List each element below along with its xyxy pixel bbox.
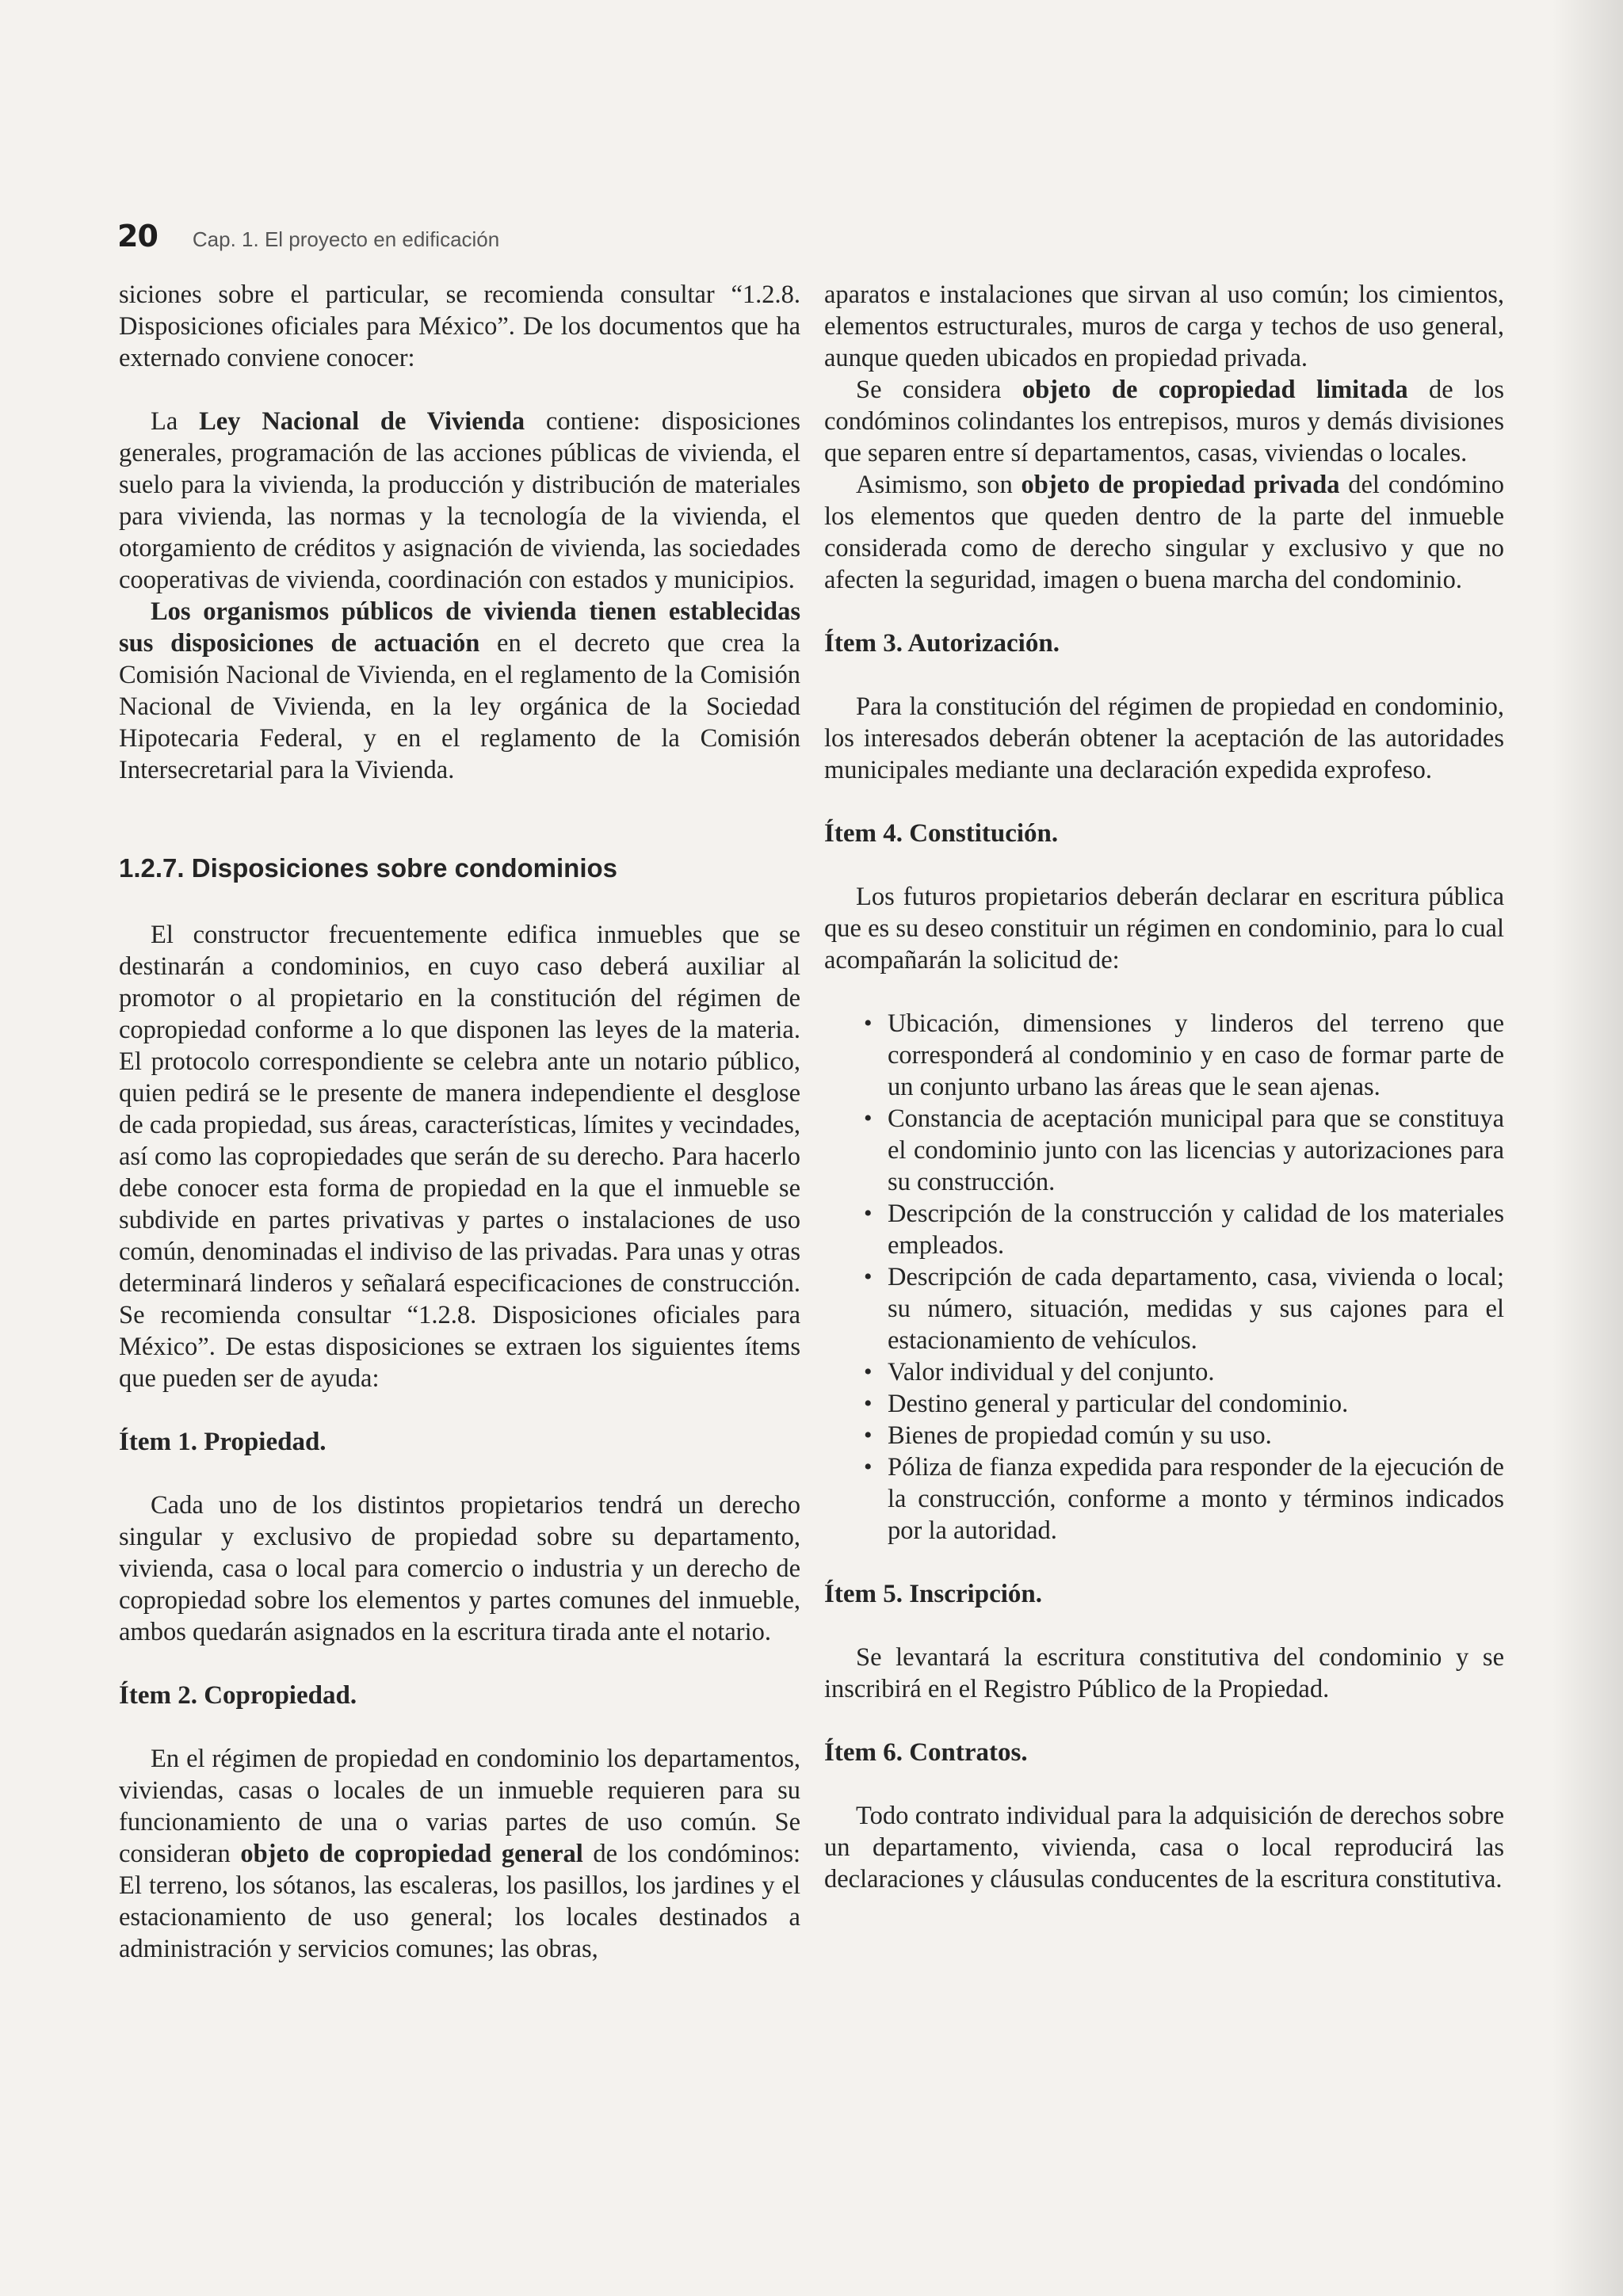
section-heading: 1.2.7. Disposiciones sobre condominios [119,853,617,883]
bullet-icon: • [864,1264,873,1290]
list-item-text: Constancia de aceptación municipal para que se constituya el condominio junto con las licencias y autorizaciones para su construcción. [888,1104,1504,1196]
item-2-heading: Ítem 2. Copropiedad. [119,1681,357,1710]
list-item [824,1008,1504,1103]
list-item-text: Destino general y particular del condominio. [888,1390,1349,1418]
item-1-text: Cada uno de los distintos propietarios tendrá un derecho singular y exclusivo de propiedad sobre su departamento, vivienda, casa o local para comercio o industria y un derecho de copropiedad sobre los elementos y partes comunes del inmueble, ambos quedarán asignados en la escritura tirada ante el notario. [119,1491,800,1646]
text-run: La [151,407,200,436]
text-run: En el régimen de propiedad en condominio los departamentos, viviendas, casas o locales de un inmueble requieren para su funcionamiento de una o varias partes de uso común. Se consideran [119,1745,800,1868]
bold-term: Los organismos públicos de vivienda tienen establecidas sus disposiciones de actuación [119,597,800,658]
bullet-icon: • [864,1454,873,1480]
list-item [824,1198,1504,1261]
bullet-icon: • [864,1390,873,1417]
list-item-text: Valor individual y del conjunto. [888,1358,1215,1386]
list-item [824,1261,1504,1356]
paragraph-condominios: El constructor frecuentemente edifica inmuebles que se destinarán a condominios, en cuyo caso deberá auxiliar al promotor o al propietario en la constitución del régimen de copropiedad conforme a lo que disponen las leyes de la materia. El protocolo correspondiente se celebra ante un notario público, quien pedirá se le presente de manera independiente el desglose de cada propiedad, sus áreas, características, límites y vecindades, así como las copropiedades que serán de su derecho. Para hacerlo debe conocer esta forma de propiedad en la que el inmueble se subdivide en partes privativas y partes o instalaciones de uso común, denominadas el indiviso de las privadas. Para unas y otras determinará linderos y señalará especificaciones de construcción. Se recomienda consultar “1.2.8. Disposiciones oficiales para México”. De estas disposiciones se extraen los siguientes ítems que pueden ser de ayuda: [119,921,800,1393]
bold-term: objeto de copropiedad limitada [1022,376,1408,404]
text-run: Se considera [856,376,1022,404]
paragraph-continuation: aparatos e instalaciones que sirvan al uso común; los cimientos, elementos estructurales, muros de carga y techos de uso general, aunque queden ubicados en propiedad privada. [824,280,1504,372]
right-column [824,279,1504,1895]
bold-term: objeto de copropiedad general [240,1840,583,1868]
item-3-text: Para la constitución del régimen de propiedad en condominio, los interesados deberán obtener la aceptación de las autoridades municipales mediante una declaración expedida exprofeso. [824,692,1504,784]
list-item [824,1388,1504,1420]
bullet-icon: • [864,1422,873,1448]
bold-term: Ley Nacional de Vivienda [199,407,525,436]
item-4-text: Los futuros propietarios deberán declarar en escritura pública que es su deseo constituir un régimen en condominio, para lo cual acompañarán la solicitud de: [824,883,1504,974]
requirements-list [824,1008,1504,1547]
bullet-icon: • [864,1010,873,1036]
chapter-title: Cap. 1. El proyecto en edificación [192,227,500,251]
page-number: 20 [117,219,158,254]
left-column [119,279,800,1965]
list-item-text: Descripción de cada departamento, casa, vivienda o local; su número, situación, medidas y sus cajones para el estacionamiento de vehículos. [888,1263,1504,1355]
paragraph-ley-nacional [119,406,800,596]
item-5-heading: Ítem 5. Inscripción. [824,1580,1042,1608]
bullet-icon: • [864,1200,873,1226]
bullet-icon: • [864,1359,873,1385]
text-run: de los condóminos: El terreno, los sótanos, las escaleras, los pasillos, los jardines y el estacionamiento de uso general; los locales destinados a administración y servicios comunes; las obras, [119,1840,801,1963]
item-5-text: Se levantará la escritura constitutiva del condominio y se inscribirá en el Registro Público de la Propiedad. [824,1643,1504,1703]
running-head [117,219,499,266]
item-6-heading: Ítem 6. Contratos. [824,1738,1028,1767]
text-run: en el decreto que crea la Comisión Nacional de Vivienda, en el reglamento de la Comisión Nacional de Vivienda, en la ley orgánica de la Sociedad Hipotecaria Federal, y en el reglamento de la Comisión Intersecretarial para la Vivienda. [119,629,800,784]
list-item [824,1356,1504,1388]
text-run: Asimismo, son [856,471,1022,499]
paragraph-continuation: siciones sobre el particular, se recomienda consultar “1.2.8. Disposiciones oficiales para México”. De los documentos que ha externado conviene conocer: [119,280,800,372]
paragraph-copropiedad-limitada [824,374,1504,469]
list-item-text: Ubicación, dimensiones y linderos del terreno que corresponderá al condominio y en caso de formar parte de un conjunto urbano las áreas que le sean ajenas. [888,1009,1504,1101]
bold-term: objeto de propiedad privada [1021,471,1340,499]
text-run: del condómino los elementos que queden dentro de la parte del inmueble considerada como de derecho singular y exclusivo y que no afecten la seguridad, imagen o buena marcha del condominio. [824,471,1504,594]
list-item [824,1451,1504,1547]
item-6-text: Todo contrato individual para la adquisición de derechos sobre un departamento, vivienda, casa o local reproducirá las declaraciones y cláusulas conducentes de la escritura constitutiva. [824,1802,1504,1894]
list-item [824,1420,1504,1451]
item-2-text [119,1743,800,1965]
text-run: contiene: disposiciones generales, programación de las acciones públicas de vivienda, el suelo para la vivienda, la producción y distribución de materiales para vivienda, las normas y la tecnología de la vivienda, el otorgamiento de créditos y asignación de vivienda, las sociedades cooperativas de vivienda, coordinación con estados y municipios. [119,407,800,594]
item-4-heading: Ítem 4. Constitución. [824,819,1059,848]
item-3-heading: Ítem 3. Autorización. [824,629,1060,658]
item-1-heading: Ítem 1. Propiedad. [119,1428,327,1456]
list-item-text: Bienes de propiedad común y su uso. [888,1421,1272,1450]
paragraph-organismos [119,596,800,786]
bullet-icon: • [864,1105,873,1131]
page-edge-shadow [1552,0,1623,2296]
list-item-text: Póliza de fianza expedida para responder de la ejecución de la construcción, conforme a monto y términos indicados por la autoridad. [888,1453,1504,1545]
list-item-text: Descripción de la construcción y calidad de los materiales empleados. [888,1199,1504,1260]
list-item [824,1103,1504,1198]
text-run: de los condóminos colindantes los entrepisos, muros y demás divisiones que separen entre sí departamentos, casas, viviendas o locales. [824,376,1505,467]
paragraph-propiedad-privada [824,469,1504,596]
